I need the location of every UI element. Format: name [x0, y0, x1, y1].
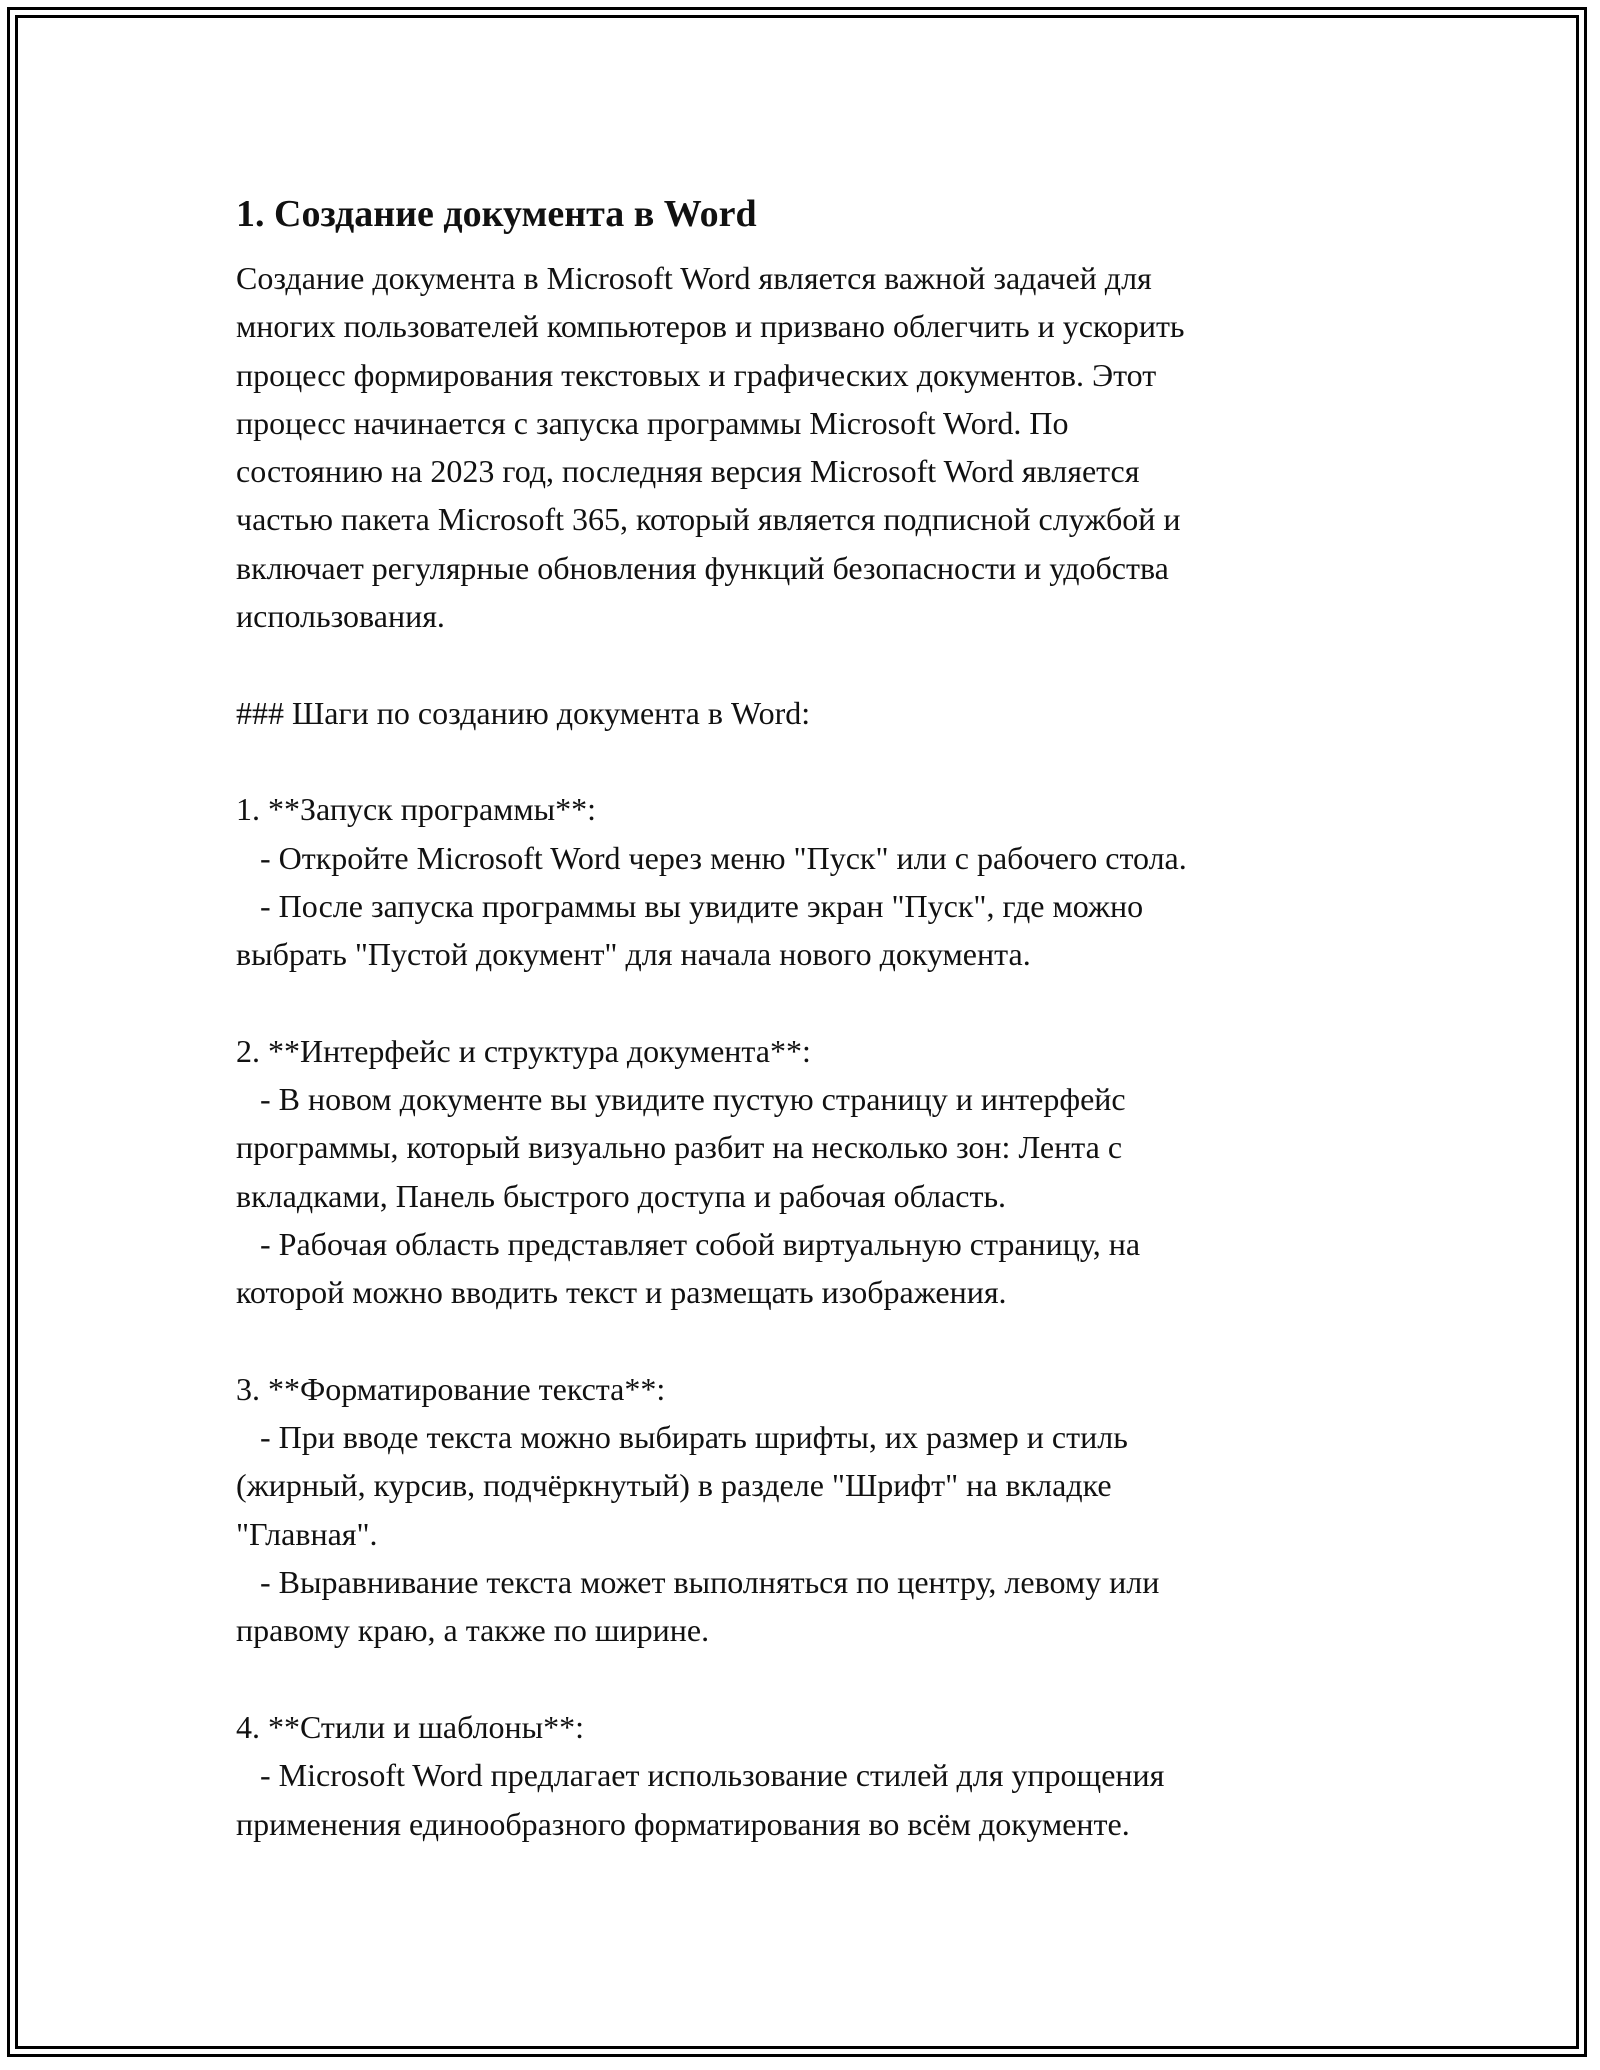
text-line: процесс формирования текстовых и графических документов. Этот: [236, 356, 1157, 393]
blank-line: [236, 978, 1386, 1026]
blank-line: [236, 1655, 1386, 1703]
blank-line: [236, 640, 1386, 688]
text-line: включает регулярные обновления функций безопасности и удобства: [236, 549, 1169, 586]
document-heading: 1. Создание документа в Word: [236, 193, 757, 235]
blank-line: [236, 1317, 1386, 1365]
text-line: - Microsoft Word предлагает использование стилей для упрощения: [236, 1757, 1165, 1794]
text-line: Создание документа в Microsoft Word является важной задачей для: [236, 260, 1152, 296]
text-line: - После запуска программы вы увидите экран "Пуск", где можно: [236, 887, 1144, 924]
text-line: использования.: [236, 598, 445, 635]
blank-line: [236, 737, 1386, 785]
text-line: многих пользователей компьютеров и призвано облегчить и ускорить: [236, 308, 1185, 345]
text-line: - В новом документе вы увидите пустую страницу и интерфейс: [236, 1081, 1126, 1118]
text-line: - При вводе текста можно выбирать шрифты, их размер и стиль: [236, 1419, 1128, 1456]
text-line: 4. **Стили и шаблоны**:: [236, 1708, 585, 1745]
text-line: 3. **Форматирование текста**:: [236, 1370, 666, 1407]
text-line: выбрать "Пустой документ" для начала нового документа.: [236, 936, 1031, 973]
document-text: [236, 254, 1386, 1848]
text-line: - Выравнивание текста может выполняться по центру, левому или: [236, 1564, 1160, 1601]
text-line: - Рабочая область представляет собой виртуальную страницу, на: [236, 1225, 1141, 1262]
text-line: 1. **Запуск программы**:: [236, 791, 597, 828]
text-line: ### Шаги по созданию документа в Word:: [236, 694, 811, 731]
text-line: программы, который визуально разбит на несколько зон: Лента с: [236, 1129, 1123, 1166]
text-line: процесс начинается с запуска программы Microsoft Word. По: [236, 404, 1069, 441]
text-line: которой можно вводить текст и размещать изображения.: [236, 1274, 1007, 1311]
text-line: (жирный, курсив, подчёркнутый) в разделе "Шрифт" на вкладке: [236, 1467, 1112, 1504]
text-line: частью пакета Microsoft 365, который является подписной службой и: [236, 501, 1181, 538]
document-body: [236, 186, 1386, 1848]
text-line: вкладками, Панель быстрого доступа и рабочая область.: [236, 1177, 1007, 1214]
text-line: правому краю, а также по ширине.: [236, 1612, 710, 1649]
text-line: состоянию на 2023 год, последняя версия Microsoft Word является: [236, 453, 1140, 490]
text-line: "Главная".: [236, 1515, 378, 1552]
text-line: применения единообразного форматирования во всём документе.: [236, 1805, 1130, 1842]
text-line: 2. **Интерфейс и структура документа**:: [236, 1032, 811, 1069]
text-line: - Откройте Microsoft Word через меню "Пуск" или с рабочего стола.: [236, 839, 1187, 876]
